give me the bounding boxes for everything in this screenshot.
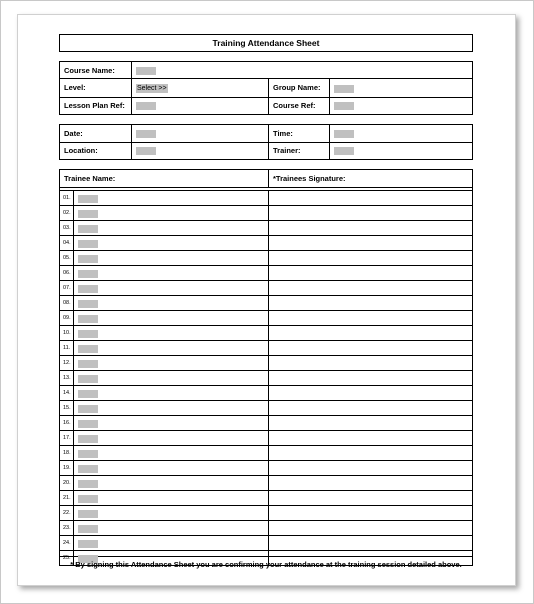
table-row	[60, 311, 473, 326]
signature-cell[interactable]	[269, 236, 473, 251]
row-number: 21.	[60, 491, 74, 506]
signature-cell[interactable]	[269, 206, 473, 221]
signature-cell[interactable]	[269, 506, 473, 521]
row-number: 24.	[60, 536, 74, 551]
course-name-field[interactable]	[136, 67, 156, 75]
signature-cell[interactable]	[269, 491, 473, 506]
trainee-name-field[interactable]	[78, 300, 98, 308]
trainee-name-field[interactable]	[78, 510, 98, 518]
trainee-name-field[interactable]	[78, 270, 98, 278]
signature-cell[interactable]	[269, 296, 473, 311]
trainee-name-field[interactable]	[78, 405, 98, 413]
course-name-label: Course Name:	[60, 62, 132, 79]
table-row	[60, 236, 473, 251]
row-number: 23.	[60, 521, 74, 536]
table-row	[60, 341, 473, 356]
trainee-name-cell[interactable]	[74, 386, 269, 401]
table-row	[60, 281, 473, 296]
row-number: 25.	[60, 551, 74, 566]
signature-cell[interactable]	[269, 446, 473, 461]
row-number: 02.	[60, 206, 74, 221]
signature-cell[interactable]	[269, 326, 473, 341]
signature-cell[interactable]	[269, 311, 473, 326]
footnote: * By signing this Attendance Sheet you are confirming your attendance at the training session detailed above.	[70, 560, 462, 569]
signature-cell[interactable]	[269, 431, 473, 446]
trainee-name-field[interactable]	[78, 330, 98, 338]
row-number: 01.	[60, 191, 74, 206]
signature-header: *Trainees Signature:	[269, 170, 473, 188]
trainee-name-field[interactable]	[78, 375, 98, 383]
date-label: Date:	[60, 125, 132, 143]
trainee-name-cell[interactable]	[74, 431, 269, 446]
row-number: 05.	[60, 251, 74, 266]
signature-cell[interactable]	[269, 221, 473, 236]
signature-cell[interactable]	[269, 401, 473, 416]
level-select[interactable]: Select >>	[137, 84, 167, 92]
trainee-name-field[interactable]	[78, 390, 98, 398]
row-number: 17.	[60, 431, 74, 446]
row-number: 11.	[60, 341, 74, 356]
date-field[interactable]	[136, 130, 156, 138]
trainer-label: Trainer:	[269, 142, 330, 160]
row-number: 20.	[60, 476, 74, 491]
trainee-name-field[interactable]	[78, 195, 98, 203]
table-row	[60, 371, 473, 386]
trainee-name-cell[interactable]	[74, 371, 269, 386]
trainee-name-cell[interactable]	[74, 401, 269, 416]
trainee-name-field[interactable]	[78, 450, 98, 458]
trainee-name-cell[interactable]	[74, 251, 269, 266]
row-number: 14.	[60, 386, 74, 401]
row-number: 22.	[60, 506, 74, 521]
table-row	[60, 446, 473, 461]
table-row	[60, 536, 473, 551]
trainee-name-cell[interactable]	[74, 521, 269, 536]
signature-cell[interactable]	[269, 476, 473, 491]
lesson-plan-field[interactable]	[136, 102, 156, 110]
time-label: Time:	[269, 125, 330, 143]
table-row	[60, 191, 473, 206]
table-row	[60, 296, 473, 311]
trainee-name-cell[interactable]	[74, 341, 269, 356]
document-page	[17, 14, 516, 586]
signature-cell[interactable]	[269, 251, 473, 266]
sheet-title: Training Attendance Sheet	[59, 34, 473, 52]
time-field[interactable]	[334, 130, 354, 138]
table-row	[60, 476, 473, 491]
table-row	[60, 461, 473, 476]
signature-cell[interactable]	[269, 386, 473, 401]
signature-cell[interactable]	[269, 371, 473, 386]
trainee-name-header: Trainee Name:	[60, 170, 269, 188]
row-number: 09.	[60, 311, 74, 326]
trainee-name-field[interactable]	[78, 435, 98, 443]
table-row	[60, 491, 473, 506]
table-row	[60, 206, 473, 221]
signature-cell[interactable]	[269, 266, 473, 281]
row-number: 18.	[60, 446, 74, 461]
row-number: 03.	[60, 221, 74, 236]
trainee-name-field[interactable]	[78, 495, 98, 503]
trainee-name-field[interactable]	[78, 255, 98, 263]
row-number: 04.	[60, 236, 74, 251]
table-row	[60, 251, 473, 266]
table-row	[60, 431, 473, 446]
trainee-name-field[interactable]	[78, 285, 98, 293]
signature-cell[interactable]	[269, 461, 473, 476]
trainee-name-cell[interactable]	[74, 266, 269, 281]
trainee-name-cell[interactable]	[74, 311, 269, 326]
signature-cell[interactable]	[269, 191, 473, 206]
trainer-field[interactable]	[334, 147, 354, 155]
trainee-name-cell[interactable]	[74, 221, 269, 236]
attendance-table	[59, 169, 473, 561]
trainee-name-field[interactable]	[78, 465, 98, 473]
table-row	[60, 326, 473, 341]
row-number: 15.	[60, 401, 74, 416]
table-row	[60, 401, 473, 416]
trainee-name-field[interactable]	[78, 360, 98, 368]
signature-cell[interactable]	[269, 536, 473, 551]
row-number: 06.	[60, 266, 74, 281]
row-number: 19.	[60, 461, 74, 476]
trainee-name-cell[interactable]	[74, 536, 269, 551]
signature-cell[interactable]	[269, 521, 473, 536]
trainee-name-field[interactable]	[78, 540, 98, 548]
trainee-name-field[interactable]	[78, 240, 98, 248]
trainee-name-cell[interactable]	[74, 416, 269, 431]
trainee-name-cell[interactable]	[74, 446, 269, 461]
session-details-block	[59, 124, 473, 160]
row-number: 16.	[60, 416, 74, 431]
trainee-name-field[interactable]	[78, 420, 98, 428]
table-row	[60, 356, 473, 371]
trainee-name-cell[interactable]	[74, 491, 269, 506]
trainee-name-cell[interactable]	[74, 281, 269, 296]
course-details-block	[59, 61, 473, 115]
group-name-label: Group Name:	[269, 79, 330, 97]
signature-cell[interactable]	[269, 281, 473, 296]
lesson-plan-label: Lesson Plan Ref:	[60, 97, 132, 114]
trainee-name-field[interactable]	[78, 210, 98, 218]
trainee-name-cell[interactable]	[74, 206, 269, 221]
row-number: 13.	[60, 371, 74, 386]
trainee-name-cell[interactable]	[74, 356, 269, 371]
table-row	[60, 506, 473, 521]
level-label: Level:	[60, 79, 132, 97]
trainee-name-cell[interactable]	[74, 476, 269, 491]
course-ref-label: Course Ref:	[269, 97, 330, 114]
trainee-name-field[interactable]	[78, 525, 98, 533]
location-field[interactable]	[136, 147, 156, 155]
trainee-name-cell[interactable]	[74, 461, 269, 476]
trainee-name-field[interactable]	[78, 315, 98, 323]
table-row	[60, 266, 473, 281]
table-row	[60, 416, 473, 431]
signature-cell[interactable]	[269, 416, 473, 431]
signature-cell[interactable]	[269, 356, 473, 371]
row-number: 08.	[60, 296, 74, 311]
table-row	[60, 386, 473, 401]
course-ref-field[interactable]	[334, 102, 354, 110]
trainee-name-field[interactable]	[78, 345, 98, 353]
table-row	[60, 521, 473, 536]
row-number: 12.	[60, 356, 74, 371]
trainee-name-cell[interactable]	[74, 326, 269, 341]
trainee-name-cell[interactable]	[74, 191, 269, 206]
trainee-name-cell[interactable]	[74, 296, 269, 311]
group-name-field[interactable]	[334, 85, 354, 93]
trainee-name-field[interactable]	[78, 225, 98, 233]
row-number: 07.	[60, 281, 74, 296]
table-row	[60, 221, 473, 236]
trainee-name-field[interactable]	[78, 480, 98, 488]
row-number: 10.	[60, 326, 74, 341]
signature-cell[interactable]	[269, 341, 473, 356]
trainee-name-cell[interactable]	[74, 506, 269, 521]
location-label: Location:	[60, 142, 132, 160]
trainee-name-cell[interactable]	[74, 236, 269, 251]
